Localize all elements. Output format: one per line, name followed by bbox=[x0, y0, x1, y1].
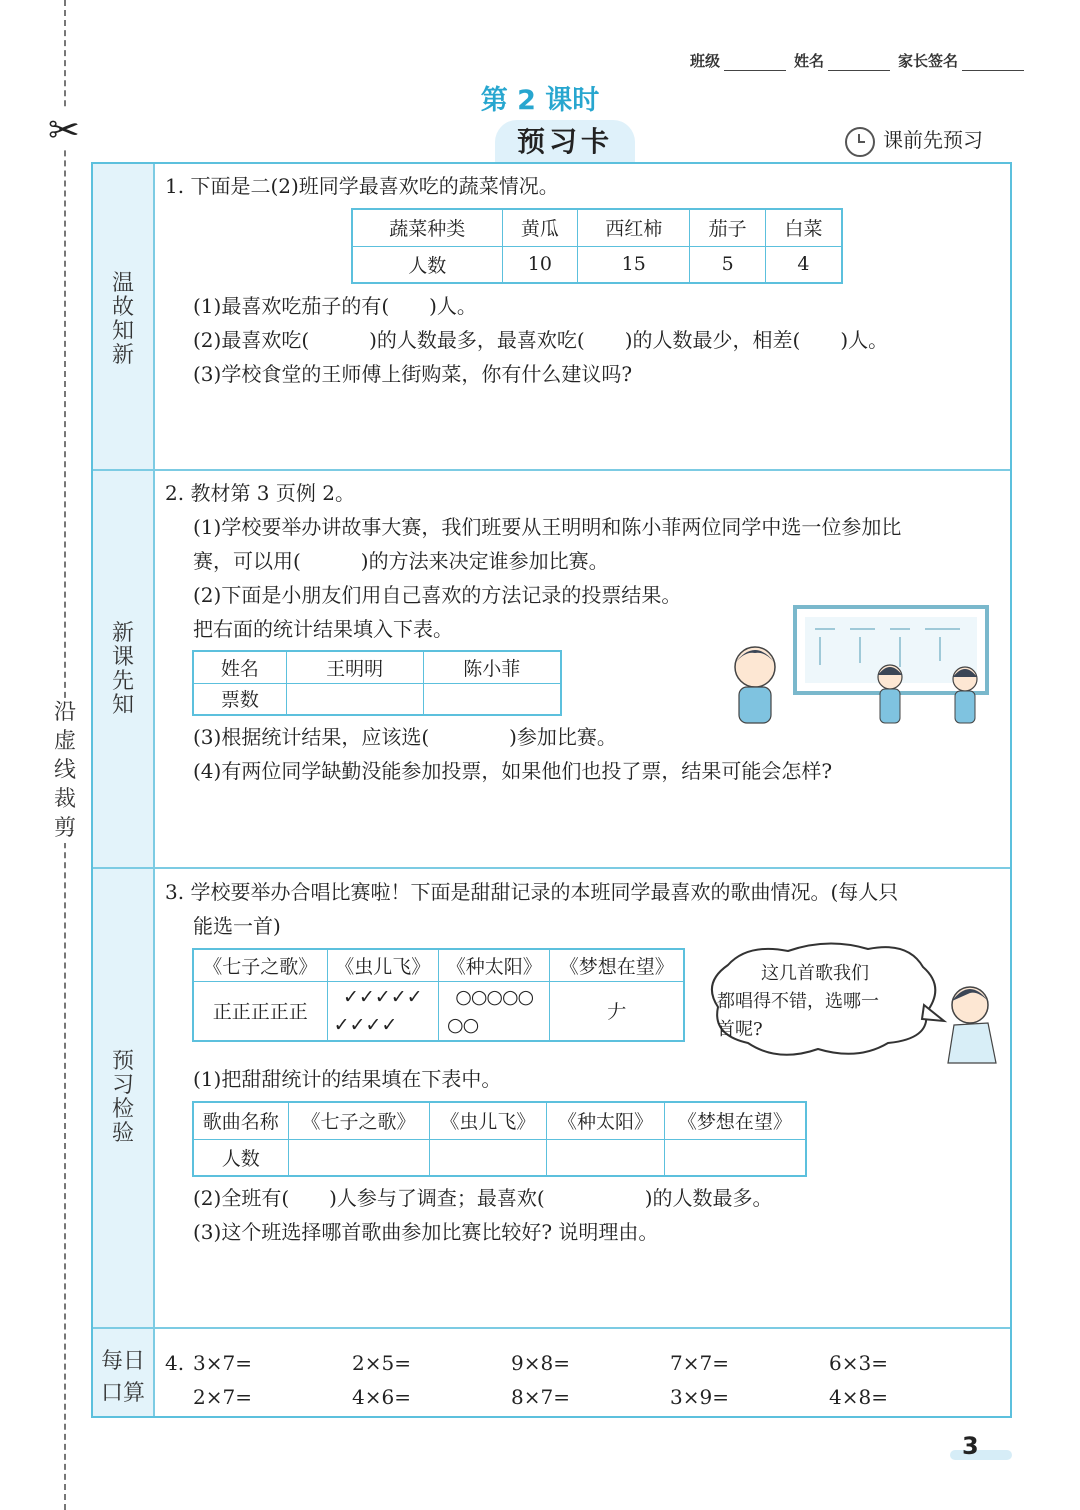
speech-bubble-text bbox=[715, 960, 940, 1044]
page-number: 3 bbox=[962, 1432, 979, 1460]
answer-cell[interactable] bbox=[288, 1139, 429, 1176]
song-record-table bbox=[192, 948, 685, 1042]
table-cell: 15 bbox=[578, 246, 690, 283]
label-char: 知 bbox=[111, 319, 134, 344]
calc-item: 3×7= bbox=[193, 1351, 252, 1375]
table-header-cell: 蔬菜种类 bbox=[352, 209, 502, 246]
class-field[interactable] bbox=[724, 56, 786, 71]
lesson-title: 第 2 课时 bbox=[480, 85, 600, 116]
kid-figure bbox=[735, 647, 775, 723]
bubble-line: 这几首歌我们 bbox=[761, 963, 869, 984]
section-divider bbox=[93, 1327, 1010, 1329]
name-label: 姓名 bbox=[794, 52, 825, 70]
tally-cell bbox=[550, 981, 684, 1041]
table-cell: 4 bbox=[765, 246, 842, 283]
kid-figure bbox=[878, 665, 902, 723]
vegetable-table bbox=[351, 208, 843, 284]
tally-marks: 𠂇 bbox=[607, 1001, 627, 1024]
circle-marks: ○○ bbox=[446, 1013, 479, 1036]
q2-part1-line2: 赛，可以用( )的方法来决定谁参加比赛。 bbox=[193, 549, 609, 573]
q1-part3: (3)学校食堂的王师傅上街购菜，你有什么建议吗? bbox=[193, 362, 633, 386]
q3-intro-line2: 能选一首) bbox=[193, 914, 281, 938]
table-header-cell: 《种太阳》 bbox=[547, 1102, 665, 1139]
calc-item: 4×8= bbox=[829, 1385, 888, 1409]
q2-part3: (3)根据统计结果，应该选( )参加比赛。 bbox=[193, 725, 617, 749]
table-header-cell: 歌曲名称 bbox=[193, 1102, 288, 1139]
table-header-cell: 《七子之歌》 bbox=[288, 1102, 429, 1139]
label-char: 新 bbox=[111, 621, 134, 646]
answer-cell[interactable] bbox=[286, 683, 423, 715]
q2-part2: (2)下面是小朋友们用自己喜欢的方法记录的投票结果。 bbox=[193, 583, 682, 607]
blackboard-illustration bbox=[725, 605, 995, 735]
table-header-cell: 《梦想在望》 bbox=[550, 949, 684, 981]
q2-part2-instruction: 把右面的统计结果填入下表。 bbox=[193, 617, 453, 641]
preview-badge bbox=[845, 124, 983, 157]
calc-item: 9×8= bbox=[511, 1351, 570, 1375]
tally-cell bbox=[193, 981, 327, 1041]
tally-cell bbox=[327, 981, 438, 1041]
table-cell: 人数 bbox=[193, 1139, 288, 1176]
section-label-daily-calc bbox=[93, 1346, 153, 1410]
tally-cell bbox=[438, 981, 549, 1041]
circle-marks: ○○○○○ bbox=[455, 985, 534, 1008]
label-char: 预 bbox=[111, 1049, 134, 1074]
check-marks: ✓✓✓✓✓ bbox=[342, 985, 423, 1008]
calc-item: 8×7= bbox=[511, 1385, 570, 1409]
cut-instruction bbox=[52, 698, 78, 843]
table-header-cell: 白菜 bbox=[765, 209, 842, 246]
vote-table bbox=[192, 650, 562, 716]
scissors-icon: ✂ bbox=[48, 108, 80, 152]
table-header-cell: 黄瓜 bbox=[502, 209, 578, 246]
calc-item: 2×7= bbox=[193, 1385, 252, 1409]
cut-char: 裁 bbox=[53, 787, 76, 812]
answer-cell[interactable] bbox=[423, 683, 561, 715]
label-char: 检 bbox=[111, 1097, 134, 1122]
q1-part1: (1)最喜欢吃茄子的有( )人。 bbox=[193, 294, 477, 318]
section-label-new-lesson bbox=[93, 622, 153, 718]
q2-part1-line1: (1)学校要举办讲故事大赛，我们班要从王明明和陈小菲两位同学中选一位参加比 bbox=[193, 515, 902, 539]
parent-signature-label: 家长签名 bbox=[898, 52, 959, 70]
song-count-table bbox=[192, 1101, 807, 1177]
calc-item: 2×5= bbox=[352, 1351, 411, 1375]
label-char: 故 bbox=[111, 295, 134, 320]
table-header-cell: 姓名 bbox=[193, 651, 286, 683]
q4-label: 4. bbox=[165, 1351, 185, 1375]
q2-intro: 2. 教材第 3 页例 2。 bbox=[165, 481, 355, 505]
table-cell: 票数 bbox=[193, 683, 286, 715]
label-char: 课 bbox=[111, 645, 134, 670]
answer-cell[interactable] bbox=[547, 1139, 665, 1176]
calc-item: 7×7= bbox=[670, 1351, 729, 1375]
preview-label: 课前先预习 bbox=[883, 128, 983, 152]
calc-item: 3×9= bbox=[670, 1385, 729, 1409]
check-marks: ✓✓✓✓ bbox=[333, 1013, 398, 1036]
bubble-line: 都唱得不错，选哪一 bbox=[717, 991, 879, 1012]
table-header-cell: 西红柿 bbox=[578, 209, 690, 246]
table-header-cell: 《七子之歌》 bbox=[193, 949, 327, 981]
table-cell: 5 bbox=[690, 246, 766, 283]
q3-part1: (1)把甜甜统计的结果填在下表中。 bbox=[193, 1067, 502, 1091]
table-header-cell: 《虫儿飞》 bbox=[327, 949, 438, 981]
kid-figure bbox=[953, 667, 977, 723]
calc-item: 4×6= bbox=[352, 1385, 411, 1409]
table-header-cell: 茄子 bbox=[690, 209, 766, 246]
kid-figure bbox=[948, 987, 996, 1063]
label-line: 每日 bbox=[100, 1349, 145, 1374]
table-header-cell: 陈小菲 bbox=[423, 651, 561, 683]
q3-part2: (2)全班有( )人参与了调查；最喜欢( )的人数最多。 bbox=[193, 1186, 773, 1210]
clock-icon bbox=[845, 127, 875, 157]
label-char: 知 bbox=[111, 693, 134, 718]
table-header-cell: 《虫儿飞》 bbox=[429, 1102, 547, 1139]
student-info-fields bbox=[690, 50, 1032, 71]
tally-marks: 正正正正正 bbox=[212, 1001, 308, 1024]
table-cell: 10 bbox=[502, 246, 578, 283]
bubble-line: 首呢? bbox=[717, 1019, 763, 1040]
q1-part2: (2)最喜欢吃( )的人数最多，最喜欢吃( )的人数最少，相差( )人。 bbox=[193, 328, 889, 352]
card-title: 预习卡 bbox=[495, 120, 635, 164]
table-header-cell: 《种太阳》 bbox=[438, 949, 549, 981]
parent-signature-field[interactable] bbox=[962, 56, 1024, 71]
name-field[interactable] bbox=[828, 56, 890, 71]
cut-char: 剪 bbox=[53, 816, 76, 841]
cut-char: 沿 bbox=[53, 700, 76, 725]
section-label-check bbox=[93, 1050, 153, 1146]
q2-part4: (4)有两位同学缺勤没能参加投票，如果他们也投了票，结果可能会怎样? bbox=[193, 759, 833, 783]
q3-part3: (3)这个班选择哪首歌曲参加比赛比较好? 说明理由。 bbox=[193, 1220, 659, 1244]
label-char: 验 bbox=[111, 1121, 134, 1146]
section-divider bbox=[93, 867, 1010, 869]
cut-char: 虚 bbox=[53, 729, 76, 754]
answer-cell[interactable] bbox=[429, 1139, 547, 1176]
q1-intro: 1. 下面是二(2)班同学最喜欢吃的蔬菜情况。 bbox=[165, 174, 559, 198]
calc-item: 6×3= bbox=[829, 1351, 888, 1375]
section-label-review bbox=[93, 272, 153, 368]
table-header-cell: 《梦想在望》 bbox=[664, 1102, 806, 1139]
label-char: 先 bbox=[111, 669, 134, 694]
answer-cell[interactable] bbox=[664, 1139, 806, 1176]
section-divider bbox=[93, 469, 1010, 471]
label-line: 口算 bbox=[100, 1381, 145, 1406]
label-char: 新 bbox=[111, 343, 134, 368]
label-char: 习 bbox=[111, 1073, 134, 1098]
page-number-bar bbox=[950, 1450, 1012, 1460]
cut-char: 线 bbox=[53, 758, 76, 783]
q3-intro-line1: 3. 学校要举办合唱比赛啦！下面是甜甜记录的本班同学最喜欢的歌曲情况。(每人只 bbox=[165, 880, 899, 904]
label-char: 温 bbox=[111, 271, 134, 296]
class-label: 班级 bbox=[690, 52, 721, 70]
table-header-cell: 王明明 bbox=[286, 651, 423, 683]
table-cell: 人数 bbox=[352, 246, 502, 283]
